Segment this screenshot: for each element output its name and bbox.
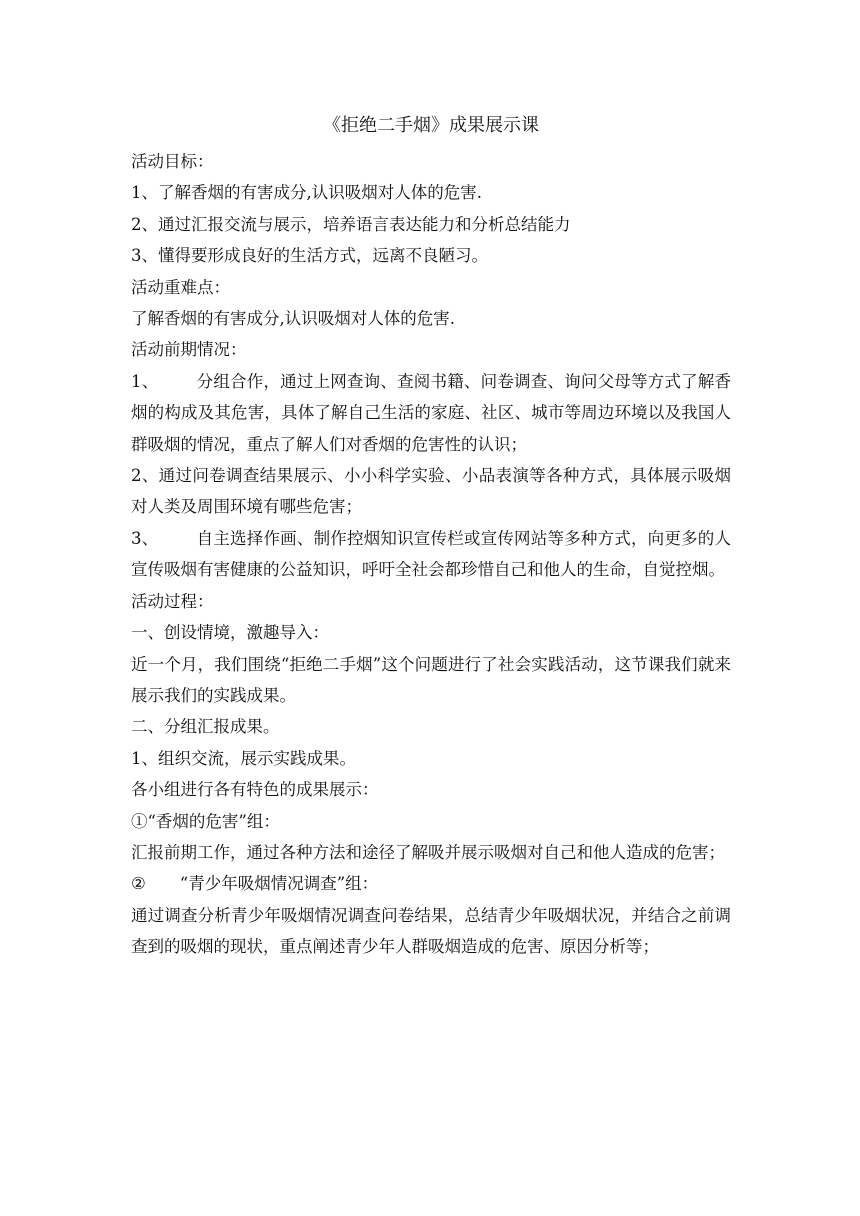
goal-item-3: 3、懂得要形成良好的生活方式，远离不良陋习。 <box>131 246 488 266</box>
step-2-heading: 二、分组汇报成果。 <box>131 717 280 737</box>
prior-item-1 <box>131 366 731 460</box>
document-title: 《拒绝二手烟》成果展示课 <box>323 115 539 136</box>
prior-item-3 <box>131 523 731 586</box>
prior-item-1-number: 1、 <box>131 371 159 391</box>
prior-item-1-text: 分组合作，通过上网查询、查阅书籍、问卷调查、询问父母等方式了解香烟的构成及其危害，具体了解自己生活的家庭、社区、城市等周边环境以及我国人群吸烟的情况，重点了解人们对香烟的危害性的认识； <box>131 371 732 454</box>
step-2-intro: 各小组进行各有特色的成果展示： <box>131 780 379 800</box>
group-2-number: ② <box>131 874 146 894</box>
group-2-text: 通过调查分析青少年吸烟情况调查问卷结果，总结青少年吸烟状况，并结合之前调查到的吸烟的现状，重点阐述青少年人群吸烟造成的危害、原因分析等； <box>131 905 731 957</box>
group-1-text: 汇报前期工作，通过各种方法和途径了解吸并展示吸烟对自己和他人造成的危害； <box>131 842 725 862</box>
group-2-heading: “青少年吸烟情况调查”组： <box>179 874 379 894</box>
step-2-subheading: 1、组织交流，展示实践成果。 <box>131 748 356 768</box>
key-points-heading: 活动重难点： <box>131 277 230 297</box>
document-body <box>131 108 731 963</box>
goal-heading: 活动目标： <box>131 152 214 171</box>
prior-item-2: 2、通过问卷调查结果展示、小小科学实验、小品表演等各种方式，具体展示吸烟对人类及周围环境有哪些危害； <box>131 466 731 517</box>
key-point-1: 了解香烟的有害成分,认识吸烟对人体的危害. <box>131 309 455 329</box>
prior-item-3-text: 自主选择作画、制作控烟知识宣传栏或宣传网站等多种方式，向更多的人宣传吸烟有害健康的公益知识，呼吁全社会都珍惜自己和他人的生命，自觉控烟。 <box>131 528 732 580</box>
step-1-text: 近一个月，我们围绕“拒绝二手烟”这个问题进行了社会实践活动，这节课我们就来展示我们的实践成果。 <box>131 654 731 705</box>
goal-item-2: 2、通过汇报交流与展示，培养语言表达能力和分析总结能力 <box>131 214 571 234</box>
group-2-heading-line <box>131 868 731 899</box>
prior-situation-heading: 活动前期情况： <box>131 340 247 360</box>
goal-item-1: 1、了解香烟的有害成分,认识吸烟对人体的危害. <box>131 183 482 203</box>
process-heading: 活动过程： <box>131 591 214 611</box>
group-1-heading: ①“香烟的危害”组： <box>131 811 280 831</box>
prior-item-3-number: 3、 <box>131 528 159 548</box>
step-1-heading: 一、创设情境，激趣导入： <box>131 623 329 643</box>
